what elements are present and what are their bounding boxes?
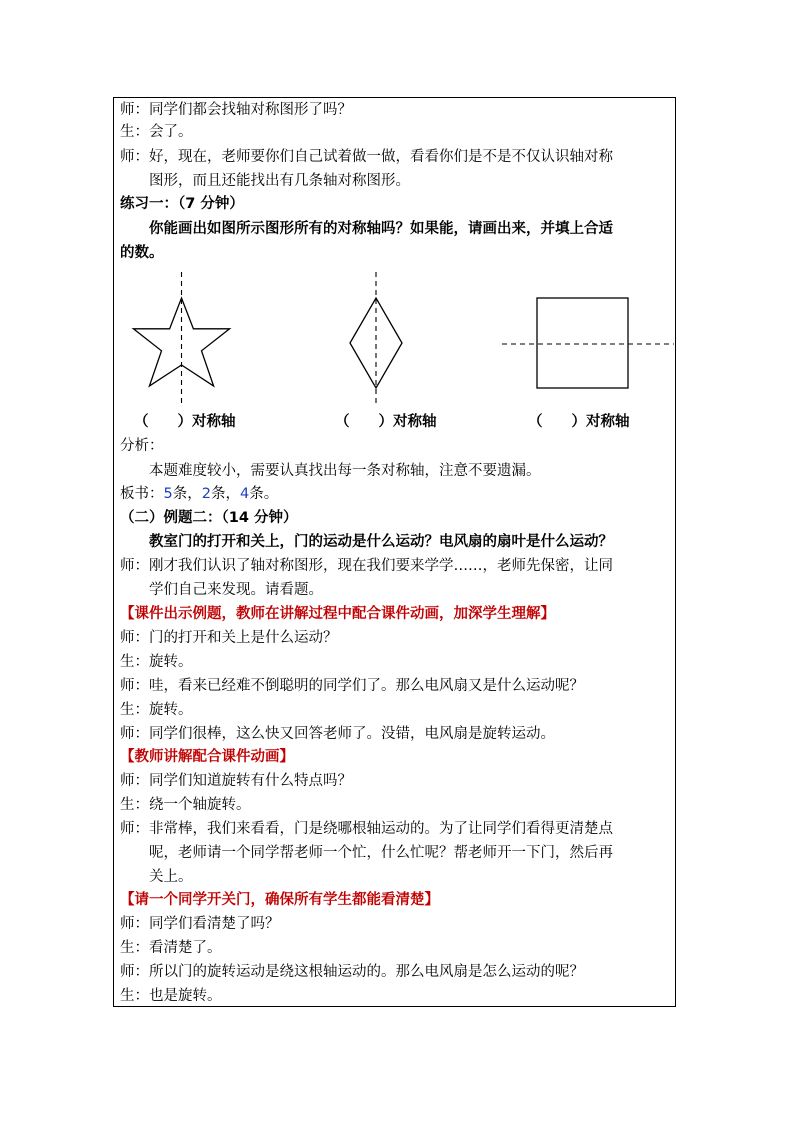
teacher-line: 师：门的打开和关上是什么运动？ <box>120 630 338 646</box>
rhombus-figure <box>340 270 420 410</box>
square-caption: （ ）对称轴 <box>528 414 630 430</box>
student-line: 生：旋转。 <box>120 654 193 670</box>
board-line <box>120 483 278 505</box>
courseware-note: 【课件出示例题，教师在讲解过程中配合课件动画，加深学生理解】 <box>120 606 555 622</box>
analysis-label: 分析： <box>120 438 164 454</box>
student-line: 生：会了。 <box>120 124 193 140</box>
teacher-line: 师：同学们看清楚了吗？ <box>120 916 280 932</box>
courseware-note: 【请一个同学开关门，确保所有学生都能看清楚】 <box>120 892 439 908</box>
square-figure <box>500 290 676 395</box>
practice-question: 你能画出如图所示图形所有的对称轴吗？如果能，请画出来，并填上合适 <box>149 221 613 237</box>
teacher-line: 师：刚才我们认识了轴对称图形，现在我们要来学学……，老师先保密，让同 <box>120 558 613 574</box>
star-figure <box>120 270 250 410</box>
student-line: 生：看清楚了。 <box>120 940 222 956</box>
board-text: 条， <box>172 486 202 502</box>
star-caption: （ ）对称轴 <box>134 414 236 430</box>
square-shape <box>537 298 628 388</box>
student-line: 生：绕一个轴旋转。 <box>120 797 251 813</box>
courseware-note: 【教师讲解配合课件动画】 <box>120 749 294 765</box>
teacher-line: 师：好，现在，老师要你们自己试着做一做，看看你们是不是不仅认识轴对称 <box>120 149 613 165</box>
board-text: 条。 <box>249 486 279 502</box>
teacher-line: 师：同学们都会找轴对称图形了吗？ <box>120 102 352 118</box>
board-text: 条， <box>210 486 240 502</box>
teacher-line: 师：哇，看来已经难不倒聪明的同学们了。那么电风扇又是什么运动呢？ <box>120 678 584 694</box>
teacher-line-cont: 关上。 <box>149 869 193 885</box>
teacher-line-cont: 图形，而且还能找出有几条轴对称图形。 <box>149 173 410 189</box>
answer-rhombus: 2 <box>201 486 211 502</box>
teacher-line: 师：同学们很棒，这么快又回答老师了。没错，电风扇是旋转运动。 <box>120 726 555 742</box>
answer-star: 5 <box>163 486 173 502</box>
teacher-line-cont: 学们自己来发现。请看题。 <box>149 582 323 598</box>
analysis-text: 本题难度较小，需要认真找出每一条对称轴，注意不要遗漏。 <box>149 463 541 479</box>
board-label: 板书： <box>120 486 164 502</box>
practice-question-cont: 的数。 <box>120 245 164 261</box>
rhombus-caption: （ ）对称轴 <box>335 414 437 430</box>
teacher-line: 师：所以门的旋转运动是绕这根轴运动的。那么电风扇是怎么运动的呢？ <box>120 964 584 980</box>
answer-square: 4 <box>239 486 250 502</box>
practice-title: 练习一：（7 分钟） <box>120 196 244 212</box>
teacher-line: 师：同学们知道旋转有什么特点吗？ <box>120 773 352 789</box>
example-title: （二）例题二：（14 分钟） <box>120 510 298 526</box>
teacher-line: 师：非常棒，我们来看看，门是绕哪根轴运动的。为了让同学们看得更清楚点 <box>120 821 613 837</box>
student-line: 生：旋转。 <box>120 702 193 718</box>
teacher-line-cont: 呢，老师请一个同学帮老师一个忙，什么忙呢？帮老师开一下门，然后再 <box>149 845 613 861</box>
example-question: 教室门的打开和关上，门的运动是什么运动？电风扇的扇叶是什么运动？ <box>149 534 613 550</box>
student-line: 生：也是旋转。 <box>120 988 222 1004</box>
